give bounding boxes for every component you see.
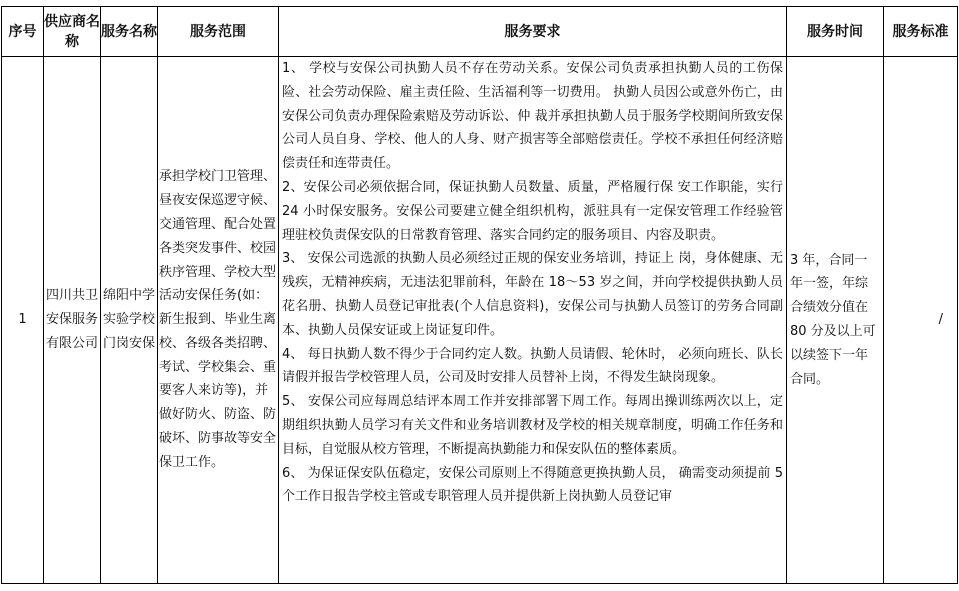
- requirement-item-3: 3、 安保公司选派的执勤人员必须经过正规的保安业务培训，持证上 岗，身体健康、无残疾，无精神疾病，无违法犯罪前科，年龄在 18～53 岁之间，并向学校提供执勤人员花名册、执勤人员登记审批表(个人信息资料)，安保公司与执勤人员签订的劳务合同副本、执勤人员保安证或上岗证复印件。: [282, 251, 783, 338]
- cell-requirements: [279, 57, 787, 584]
- requirement-item-4: 4、 每日执勤人数不得少于合同约定人数。执勤人员请假、轮休时， 必须向班长、队长请假并报告学校管理人员，公司及时安排人员替补上岗，不得发生缺岗现象。: [282, 346, 783, 386]
- header-row: [2, 7, 958, 57]
- header-requirements: 服务要求: [279, 7, 787, 57]
- cell-supplier: 四川共卫安保服务有限公司: [44, 57, 101, 584]
- cell-service-name: 绵阳中学实验学校门岗安保: [101, 57, 158, 584]
- header-service-name: 服务名称: [101, 7, 158, 57]
- header-time: 服务时间: [787, 7, 884, 57]
- requirement-item-6: 6、 为保证保安队伍稳定，安保公司原则上不得随意更换执勤人员， 确需变动须提前 5 个工作日报告学校主管或专职管理人员并提供新上岗执勤人员登记审: [282, 465, 783, 505]
- requirement-item-2: 2、安保公司必须依据合同，保证执勤人员数量、质量，严格履行保 安工作职能，实行 24 小时保安服务。安保公司要建立健全组织机构，派驻具有一定保安管理工作经验管理驻校负责保安队的日常教育管理、落实合同约定的服务项目、内容及职责。: [282, 179, 783, 243]
- requirement-item-5: 5、 安保公司应每周总结评本周工作并安排部署下周工作。每周出操训练两次以上，定期组织执勤人员学习有关文件和业务培训教材及学校的相关规章制度，明确工作任务和目标，自觉服从校方管理，不断提高执勤能力和保安队伍的整体素质。: [282, 394, 783, 457]
- cell-standard: /: [884, 57, 958, 584]
- header-seq: 序号: [2, 7, 44, 57]
- service-table: [1, 6, 958, 584]
- requirement-item-1: 1、 学校与安保公司执勤人员不存在劳动关系。安保公司负责承担执勤人员的工伤保险、社会劳动保险、雇主责任险、生活福利等一切费用。 执勤人员因公或意外伤亡，由安保公司负责办理保险索赔及劳动诉讼、仲 裁并承担执勤人员于服务学校期间所致安保公司人员自身、学校、他人的人身、财产损害等全部赔偿责任。学校不承担任何经济赔偿责任和连带责任。: [282, 61, 783, 172]
- header-supplier: 供应商名称: [44, 7, 101, 57]
- cell-scope: 承担学校门卫管理、昼夜安保巡逻守候、交通管理、配合处置各类突发事件、校园秩序管理、学校大型活动安保任务(如：新生报到、毕业生离校、各级各类招聘、考试、学校集会、重要客人来访等)，并做好防火、防盗、防破坏、防事故等安全保卫工作。: [158, 57, 279, 584]
- cell-time: 3 年，合同一年一签，年综合绩效分值在 80 分及以上可以续签下一年合同。: [787, 57, 884, 584]
- header-standard: 服务标准: [884, 7, 958, 57]
- header-scope: 服务范围: [158, 7, 279, 57]
- table-row: [2, 57, 958, 584]
- cell-seq: 1: [2, 57, 44, 584]
